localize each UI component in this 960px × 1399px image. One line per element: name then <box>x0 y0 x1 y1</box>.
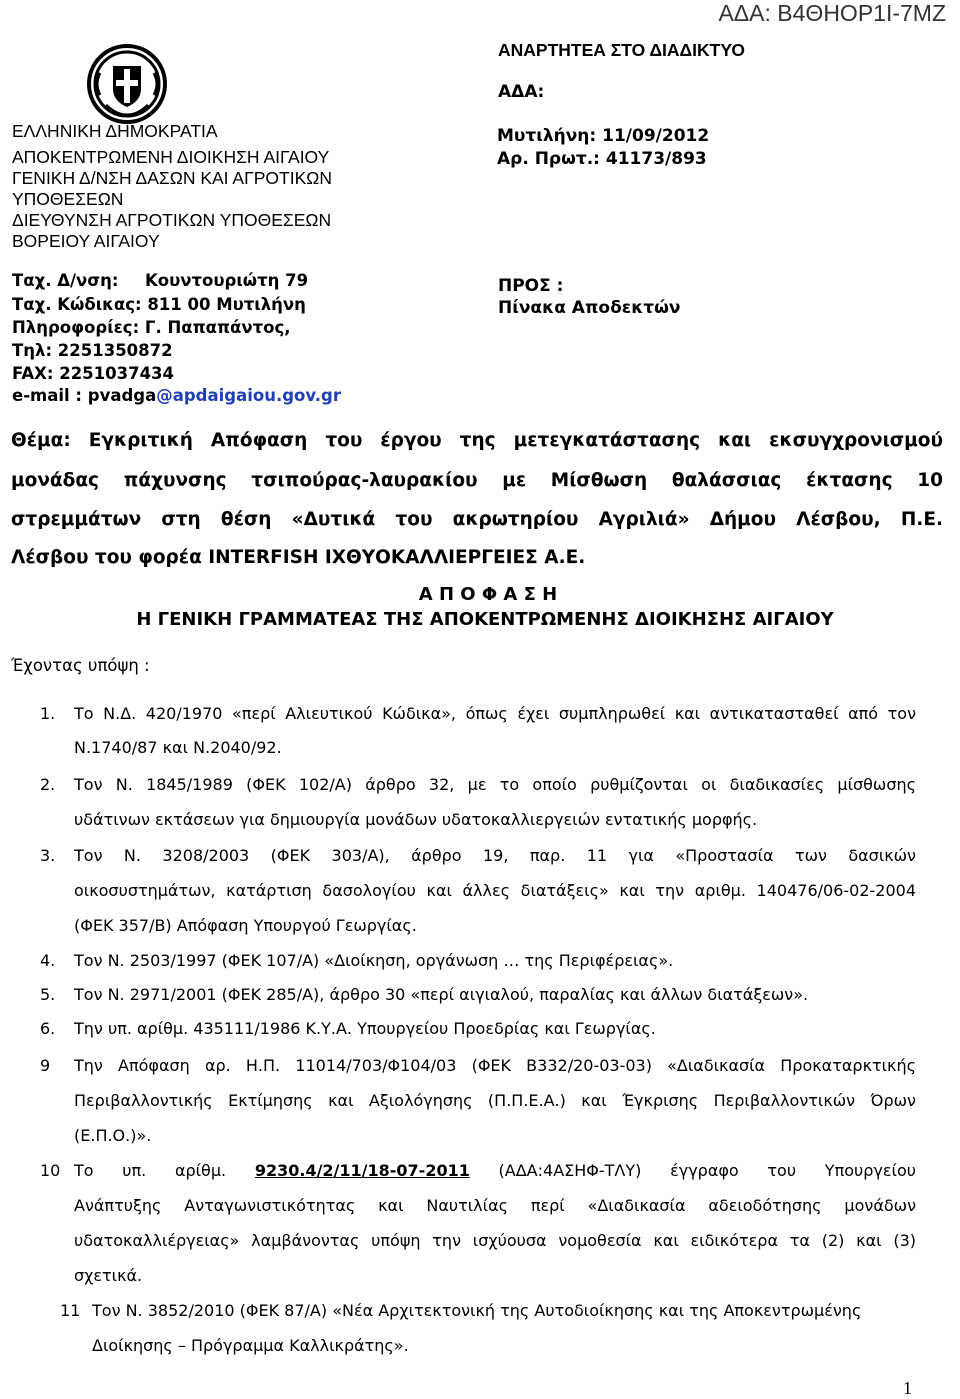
ada-code: ΑΔΑ: Β4ΘΗΟΡ1Ι-7ΜΖ <box>718 0 946 26</box>
item-line: οικοσυστημάτων, κατάρτιση δασολογίου και άλλες διατάξεις» και την αριθμ. 140476/06-02-2004 <box>74 881 916 900</box>
postal-line: Ταχ. Κώδικας: 811 00 Μυτιλήνη <box>12 295 306 314</box>
item-line: Την υπ. αρίθμ. 435111/1986 Κ.Υ.Α. Υπουργείου Προεδρίας και Γεωργίας. <box>74 1019 656 1038</box>
item-line: Ανάπτυξης Ανταγωνιστικότητας και Ναυτιλίας περί «Διαδικασία αδειοδότησης μονάδων <box>74 1196 916 1215</box>
item-number: 1. <box>40 704 56 723</box>
item-number: 4. <box>40 951 56 970</box>
item-line <box>74 1161 916 1180</box>
item-line: Διοίκησης – Πρόγραμμα Καλλικράτης». <box>92 1336 409 1355</box>
item-line: Περιβαλλοντικής Εκτίμησης και Αξιολόγησης (Π.Π.Ε.Α.) και Έγκρισης Περιβαλλοντικών Όρων <box>74 1091 916 1110</box>
email-prefix: e-mail : pvadga <box>12 386 157 405</box>
item-line: Την Απόφαση αρ. Η.Π. 11014/703/Φ104/03 (ΦΕΚ Β332/20-03-03) «Διαδικασία Προκαταρκτικής <box>74 1056 916 1075</box>
org-line-1: ΕΛΛΗΝΙΚΗ ΔΗΜΟΚΡΑΤΙΑ <box>12 121 218 141</box>
item-line: (Ε.Π.Ο.)». <box>74 1126 152 1145</box>
item-line: Το Ν.Δ. 420/1970 «περί Αλιευτικού Κώδικα», όπως έχει συμπληρωθεί και αντικατασταθεί από τον <box>74 704 916 723</box>
item-line: υδάτινων εκτάσεων για δημιουργία μονάδων υδατοκαλλιεργειών εντατικής μορφής. <box>74 810 758 829</box>
item-line: υδατοκαλλιέργειας» λαμβάνοντας υπόψη την ισχύουσα νομοθεσία και ειδικότερα τα (2) και (3) <box>74 1231 916 1250</box>
item-line: Τον Ν. 3208/2003 (ΦΕΚ 303/Α), άρθρο 19, παρ. 11 για «Προστασία των δασικών <box>74 846 916 865</box>
org-line-2: ΑΠΟΚΕΝΤΡΩΜΕΝΗ ΔΙΟΙΚΗΣΗ ΑΙΓΑΙΟΥ <box>12 147 330 167</box>
protocol-number: Αρ. Πρωτ.: 41173/893 <box>497 149 707 169</box>
email-link[interactable]: @apdaigaiou.gov.gr <box>156 386 342 405</box>
address-line <box>12 271 412 290</box>
email-line <box>12 386 341 405</box>
item-number: 10 <box>40 1161 61 1180</box>
having-regard-label: Έχοντας υπόψη : <box>11 656 150 675</box>
item-number: 9 <box>40 1056 51 1075</box>
item-line: Ν.1740/87 και Ν.2040/92. <box>74 738 282 757</box>
document-reference: 9230.4/2/11/18-07-2011 <box>254 1161 470 1180</box>
org-line-6: ΒΟΡΕΙΟΥ ΑΙΓΑΙΟΥ <box>12 231 160 251</box>
org-line-5: ΔΙΕΥΘΥΝΣΗ ΑΓΡΟΤΙΚΩΝ ΥΠΟΘΕΣΕΩΝ <box>12 210 332 230</box>
item-line: Τον Ν. 2971/2001 (ΦΕΚ 285/Α), άρθρο 30 «περί αιγιαλού, παραλίας και άλλων διατάξεων». <box>74 985 809 1004</box>
greek-emblem-icon <box>86 43 168 125</box>
item-number: 5. <box>40 985 56 1004</box>
decision-title: Α Π Ο Φ Α Σ Η <box>418 584 558 605</box>
item-line: σχετικά. <box>74 1266 143 1285</box>
authority-title: Η ΓΕΝΙΚΗ ΓΡΑΜΜΑΤΕΑΣ ΤΗΣ ΑΠΟΚΕΝΤΡΩΜΕΝΗΣ ΔΙΟΙΚΗΣΗΣ ΑΙΓΑΙΟΥ <box>136 609 834 630</box>
recipients: Πίνακα Αποδεκτών <box>498 298 681 318</box>
item-text: (ΑΔΑ:4ΑΣΗΦ-ΤΛΥ) έγγραφο του Υπουργείου <box>498 1161 916 1180</box>
ada-label: ΑΔΑ: <box>498 82 545 102</box>
to-label: ΠΡΟΣ : <box>498 276 564 296</box>
fax-line: FAX: 2251037434 <box>12 364 175 383</box>
date-line: Μυτιλήνη: 11/09/2012 <box>497 126 710 146</box>
item-line: (ΦΕΚ 357/Β) Απόφαση Υπουργού Γεωργίας. <box>74 916 417 935</box>
item-line: Τον Ν. 2503/1997 (ΦΕΚ 107/Α) «Διοίκηση, οργάνωση … της Περιφέρειας». <box>74 951 674 970</box>
phone-line: Τηλ: 2251350872 <box>12 341 173 360</box>
item-line: Τον Ν. 1845/1989 (ΦΕΚ 102/Α) άρθρο 32, με το οποίο ρυθμίζονται οι διαδικασίες μίσθωσης <box>74 775 916 794</box>
org-line-4: ΥΠΟΘΕΣΕΩΝ <box>12 189 124 209</box>
item-text: Το υπ. αρίθμ. <box>74 1161 227 1180</box>
item-number: 6. <box>40 1019 56 1038</box>
subject-line-2: μονάδας πάχυνσης τσιπούρας-λαυρακίου με Μίσθωση θαλάσσιας έκτασης 10 <box>11 470 943 491</box>
org-line-3: ΓΕΝΙΚΗ Δ/ΝΣΗ ΔΑΣΩΝ ΚΑΙ ΑΓΡΟΤΙΚΩΝ <box>12 168 332 188</box>
item-number: 3. <box>40 846 56 865</box>
subject-line-3: στρεμμάτων στη θέση «Δυτικά του ακρωτηρίου Αγριλιά» Δήμου Λέσβου, Π.Ε. <box>11 509 943 530</box>
subject-line-4: Λέσβου του φορέα INTERFISH ΙΧΘΥΟΚΑΛΛΙΕΡΓΕΙΕΣ Α.Ε. <box>11 547 586 568</box>
address-value: Κουντουριώτη 79 <box>145 271 309 290</box>
upload-label: ΑΝΑΡΤΗΤΕΑ ΣΤΟ ΔΙΑΔΙΚΤΥΟ <box>498 40 745 60</box>
page-number: 1 <box>903 1378 912 1398</box>
item-line: Τον Ν. 3852/2010 (ΦΕΚ 87/Α) «Νέα Αρχιτεκτονική της Αυτοδιοίκησης και της Αποκεντρωμένης <box>92 1301 862 1320</box>
item-number: 2. <box>40 775 56 794</box>
subject-line-1: Θέμα: Εγκριτική Απόφαση του έργου της μετεγκατάστασης και εκσυγχρονισμού <box>11 430 943 451</box>
item-number: 11 <box>60 1301 81 1320</box>
info-line: Πληροφορίες: Γ. Παπαπάντος, <box>12 318 291 337</box>
address-label: Ταχ. Δ/νση: <box>12 271 119 290</box>
